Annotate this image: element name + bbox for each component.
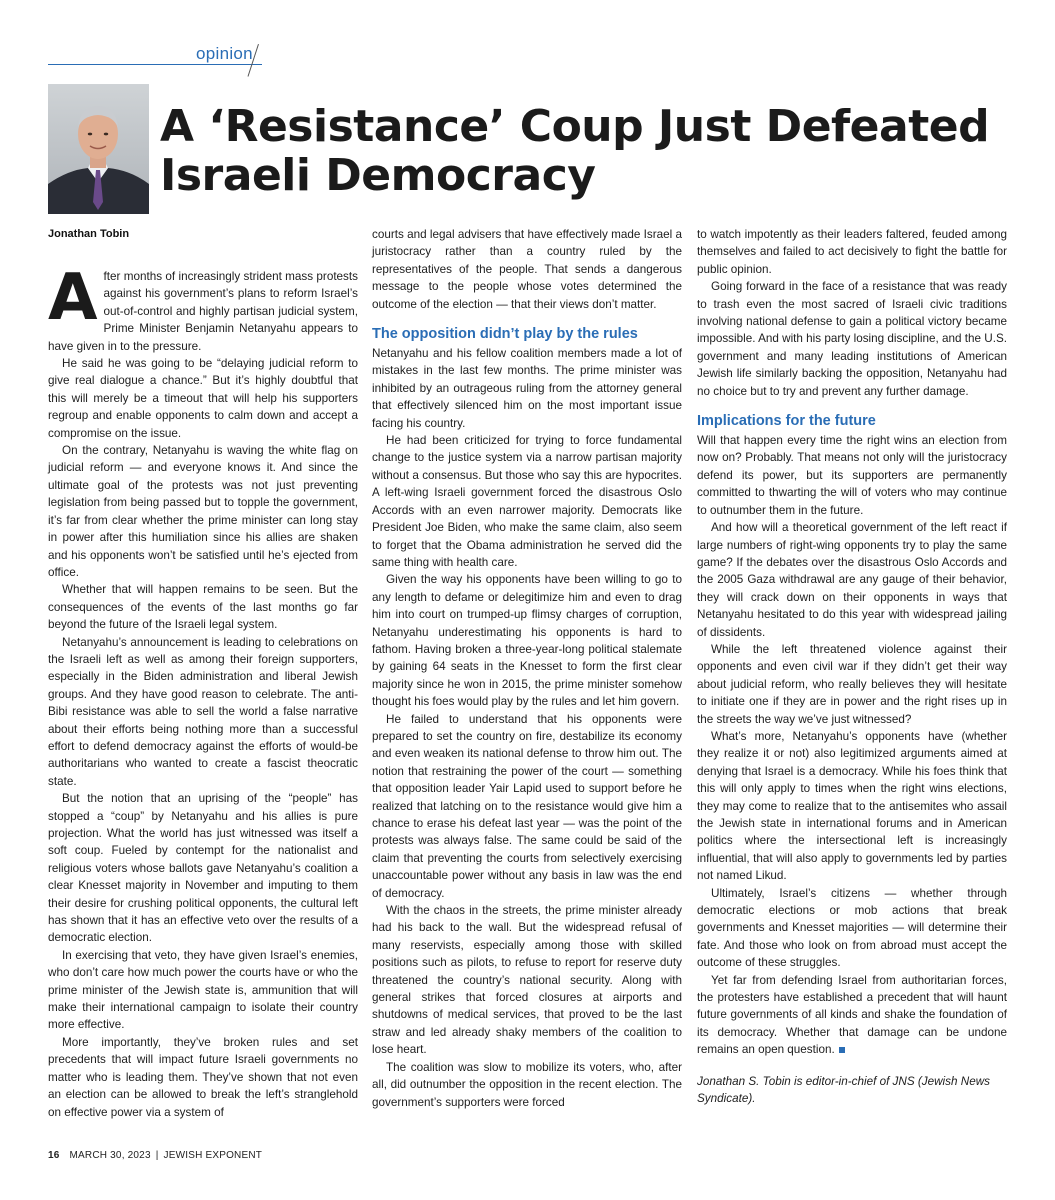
paragraph: Given the way his opponents have been willing to go to any length to defame or delegitimize him and even to drag him into court on trumped-up flimsy charges of corruption, Netanyahu underestimating his opponents is hard to fathom. Having broken a three-year-long political stalemate by gaining 64 seats in the Knesset to form the first clear majority since he won in 2015, the prime minister somehow thought his foes would play by the rules and let him govern. — [372, 573, 682, 709]
paragraph: courts and legal advisers that have effectively made Israel a juristocracy rather than a country ruled by the representatives of the people. That sends a dangerous message to the people whose votes determined the outcome of the election — that their views don’t matter. — [372, 228, 682, 311]
square-end-mark-icon — [839, 1047, 845, 1053]
author-bio: Jonathan S. Tobin is editor-in-chief of JNS (Jewish News Syndicate). — [697, 1074, 990, 1106]
paragraph: The coalition was slow to mobilize its voters, who, after all, did outnumber the opposition in the recent election. The government’s supporters were forced — [372, 1060, 682, 1109]
paragraph: He said he was going to be “delaying judicial reform to give real dialogue a chance.” But it’s highly doubtful that this will merely be a timeout that will help his supporters regroup and enable opponents to calm down and accept a compromise on the issue. — [48, 357, 358, 440]
paragraph: to watch impotently as their leaders faltered, feuded among themselves and failed to act decisively to fight the battle for public opinion. — [697, 228, 1007, 276]
paragraph: Going forward in the face of a resistance that was ready to trash even the most sacred of Israeli civic traditions involving national defense to gain a political victory became impossible. And with his party losing discipline, and the U.S. government and many leading institutions of American Jewish life similarly backing the opposition, Netanyahu had no choice but to try and prevent any further damage. — [697, 280, 1007, 398]
article-column-1 — [48, 261, 358, 1121]
subheading-implications: Implications for the future — [697, 413, 876, 430]
subheading-opposition: The opposition didn’t play by the rules — [372, 326, 638, 343]
paragraph: With the chaos in the streets, the prime minister already had his back to the wall. But the widespread refusal of many reservists, especially among those with skilled positions such as pilots, to refuse to report for reserve duty threatened the country’s national security. Along with general strikes that forced closures at airports and shutdowns of medical services, that proved to be the last straw and led already shaky members of the coalition to lose heart. — [372, 904, 682, 1057]
section-label: opinion — [196, 44, 253, 63]
paragraph: And how will a theoretical government of the left react if large numbers of right-wing opponents try to play the same game? If the debates over the disastrous Oslo Accords and the 2005 Gaza withdrawal are any gauge of their behavior, they will crack down on their opponents in ways that Netanyahu hesitated to do this year with widespread jailing of dissidents. — [697, 521, 1007, 639]
section-rule — [48, 64, 262, 65]
page-footer — [48, 1150, 262, 1161]
paragraph: Netanyahu’s announcement is leading to celebrations on the Israeli left as well as among their foreign supporters, especially in the Biden administration and liberal Jewish groups. And they have good reason to celebrate. The anti-Bibi resistance was able to sell the world a false narrative about their efforts being nothing more than a successful effort to defend democracy against the efforts of would-be authoritarians who wanted to create a fascist theocratic state. — [48, 635, 358, 788]
author-photo — [48, 84, 149, 214]
lead-paragraph: After months of increasingly strident mass protests against his government’s plans to reform Israel’s out-of-control and highly partisan judicial system, Prime Minister Benjamin Netanyahu appears to have given in to the pressure. — [48, 261, 358, 353]
paragraph: More importantly, they’ve broken rules and set precedents that will impact future Israeli governments no matter who is leading them. They’ve shown that not even an election can be allowed to break the left’s stranglehold on effective power via a system of — [48, 1035, 358, 1119]
paragraph: He failed to understand that his opponents were prepared to set the country on fire, destabilize its economy and even weaken its national defense to throw him out. The notion that restraining the power of the court — something that opposition leader Yair Lapid used to support before he realized that latching on to the resistance would give him a chance to erase his defeat last year — was the point of the protests was always false. The same could be said of the claim that preventing the courts from selectively exercising unaccountable power without any basis in law was the end of democracy. — [372, 712, 682, 900]
author-portrait-image — [48, 84, 149, 214]
drop-cap: A — [48, 261, 98, 335]
paragraph: Netanyahu and his fellow coalition members made a lot of mistakes in the last few months. The prime minister was inhibited by an outrageous ruling from the attorney general that effectively silenced him on the most important issue facing his country. — [372, 347, 682, 430]
paragraph: While the left threatened violence against their opponents and even civil war if they didn’t get their way about judicial reform, who really believes they will hesitate to initiate one if they are in power and the right rises up in the streets the way we’ve just witnessed? — [697, 642, 1007, 726]
footer-separator: | — [155, 1150, 159, 1161]
paragraph: What’s more, Netanyahu’s opponents have (whether they realize it or not) also legitimized arguments aimed at denying that Israel is a democracy. While his foes think that this will only apply to times when the right wins elections, they may come to realize that to the antisemites who assail the Jewish state in international forums and in American politics where the intersectional left is increasingly influential, that will also apply to governments led by parties not named Likud. — [697, 729, 1007, 883]
article-column-3 — [697, 226, 1007, 1108]
paragraph: But the notion that an uprising of the “people” has stopped a “coup” by Netanyahu and his allies is pure projection. What the world has just witnessed was itself a soft coup. Fueled by contempt for the nationalist and religious voters whose ballots gave Netanyahu’s coalition a clear Knesset majority in November and imputing to them their desire for crushing political opponents, the cultural left has shown that it has an effective veto over the results of a democratic election. — [48, 792, 358, 945]
paragraph: Whether that will happen remains to be seen. But the consequences of the events of the last months go far beyond the future of the Israeli legal system. — [48, 583, 358, 632]
page-number: 16 — [48, 1150, 60, 1161]
paragraph: On the contrary, Netanyahu is waving the white flag on judicial reform — and everyone knows it. And since the ultimate goal of the protests was not just preventing legislation from being passed but to topple the government, it’s far from clear whether the prime minister can long stay in power after this humiliation since his allies are shaken and his opponents won’t be satisfied until he’s ejected from office. — [48, 444, 358, 579]
byline: Jonathan Tobin — [48, 228, 130, 240]
headline: A ‘Resistance’ Coup Just Defeated Israeli Democracy — [160, 101, 990, 201]
publication-name: JEWISH EXPONENT — [163, 1150, 263, 1161]
closing-paragraph: Yet far from defending Israel from authoritarian forces, the protesters have established a precedent that will haunt future governments of all kinds and shake the foundation of its democracy. Whether that damage can be undone remains an open question. — [697, 973, 1007, 1057]
article-column-2 — [372, 226, 682, 1111]
issue-date: MARCH 30, 2023 — [69, 1150, 151, 1161]
paragraph: He had been criticized for trying to force fundamental change to the justice system via a narrow partisan majority without a consensus. But those who say this are hypocrites. A left-wing Israeli government forced the disastrous Oslo Accords with an even narrower majority. Democrats like President Joe Biden, who make the same claim, also seem to forget that the Obama administration he served did the same thing with health care. — [372, 434, 682, 569]
paragraph: In exercising that veto, they have given Israel’s enemies, who don’t care how much power the courts have or who the prime minister of the Jewish state is, ammunition that will make their international campaign to isolate their country more effective. — [48, 948, 358, 1032]
paragraph: Ultimately, Israel’s citizens — whether through democratic elections or mob actions that break governments and Knesset majorities — will determine their fate. And those who look on from abroad must accept the outcome of these struggles. — [697, 886, 1007, 970]
paragraph: Will that happen every time the right wins an election from now on? Probably. That means not only will the juristocracy defend its power, but its supporters are permanently committed to thwarting the will of voters who may continue to outnumber them in the future. — [697, 434, 1007, 517]
